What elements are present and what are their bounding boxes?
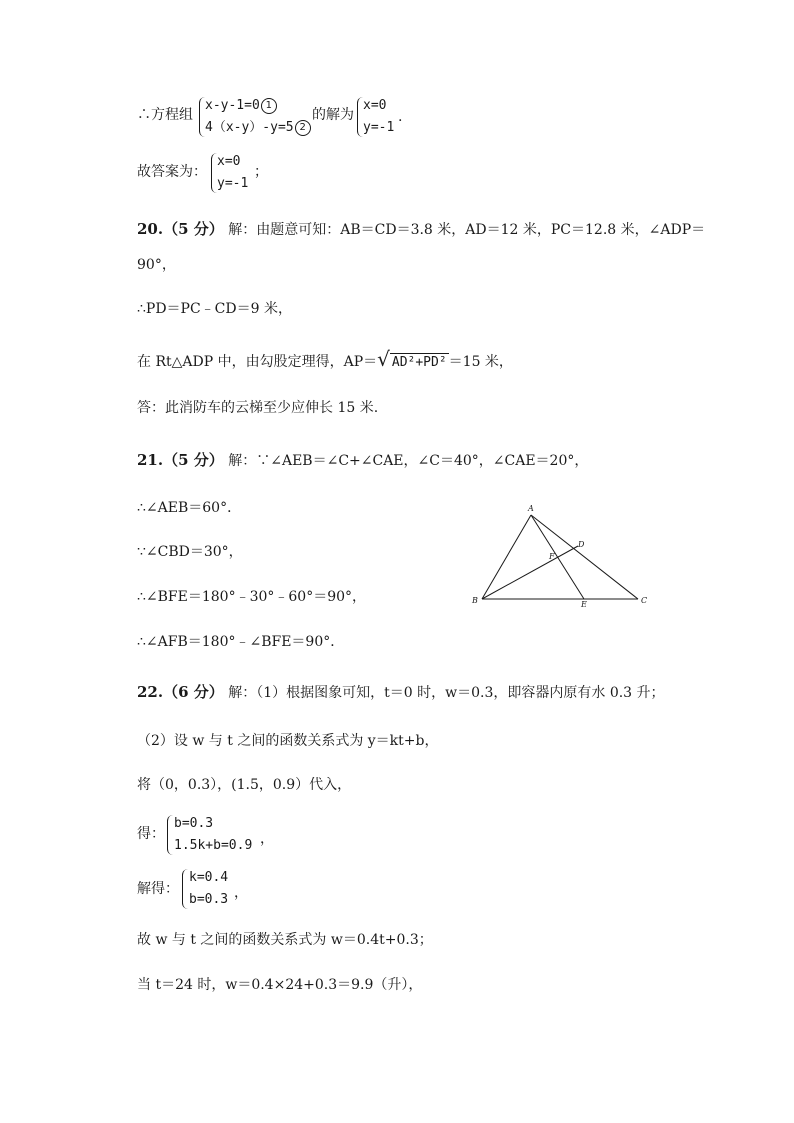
- equation-2-text: 4（x-y）-y=5: [205, 120, 294, 135]
- q22-line1: 解：（1）根据图象可知，t＝0 时，w＝0.3，即容器内原有水 0.3 升；: [228, 685, 665, 701]
- q20-line4: [137, 347, 513, 372]
- system-statement: [137, 106, 193, 124]
- q22-solution: [189, 867, 228, 911]
- label-c: C: [641, 596, 648, 605]
- label-a: A: [528, 504, 534, 513]
- q22-line2: （2）设 w 与 t 之间的函数关系式为 y＝kt+b，: [137, 733, 439, 749]
- q22-line7: 当 t＝24 时，w＝0.4×24+0.3＝9.9（升），: [137, 977, 423, 993]
- q22-line4-end: ，: [260, 831, 274, 847]
- circle-number-1: 1: [261, 98, 277, 114]
- label-d: D: [578, 540, 585, 549]
- system-end: .: [398, 109, 403, 125]
- q20-number: 20.: [137, 220, 164, 238]
- equation-system: [205, 95, 311, 139]
- q22-eq1: b=0.3: [174, 816, 214, 831]
- segment-ab: [482, 515, 531, 599]
- answer-prefix: 故答案为：: [137, 164, 207, 180]
- q21-line3: ∵∠CBD＝30°，: [137, 544, 243, 560]
- q22-system: [174, 813, 252, 857]
- label-f: F: [549, 552, 555, 561]
- solution-x: x=0: [363, 98, 387, 113]
- q22-number: 22.: [137, 683, 164, 701]
- q22-sol-k: k=0.4: [189, 870, 229, 885]
- q21-line4: ∴∠BFE＝180°﹣30°﹣60°＝90°，: [137, 589, 367, 605]
- q21-line5: ∴∠AFB＝180°﹣∠BFE＝90°．: [137, 634, 345, 650]
- q20-line3: ∴PD＝PC﹣CD＝9 米，: [137, 301, 292, 317]
- segment-ae: [531, 515, 584, 599]
- q20-heading: [137, 220, 705, 239]
- answer-system: [217, 151, 248, 195]
- q22-line6: 故 w 与 t 之间的函数关系式为 w＝0.4t+0.3；: [137, 932, 433, 948]
- q21-number: 21.: [137, 451, 164, 469]
- solution-y: y=-1: [363, 120, 395, 135]
- q21-score: （5 分）: [163, 451, 224, 469]
- q20-line1: 解：由题意可知：AB＝CD＝3.8 米，AD＝12 米，PC＝12.8 米，∠ADP＝: [228, 222, 706, 238]
- triangle-figure: [468, 500, 658, 612]
- segment-ac: [531, 515, 638, 599]
- answer-y: y=-1: [217, 176, 249, 191]
- q20-score: （5 分）: [163, 220, 224, 238]
- q22-line5-end: ，: [234, 885, 248, 901]
- q22-line5-prefix: 解得：: [137, 881, 179, 897]
- q22-score: （6 分）: [163, 683, 224, 701]
- sqrt-radicand: AD²+PD²: [391, 355, 447, 370]
- q22-line4-prefix: 得：: [137, 826, 165, 842]
- q20-line5: 答：此消防车的云梯至少应伸长 15 米.: [137, 400, 379, 416]
- system-prefix: ∴方程组: [137, 107, 193, 123]
- q20-line2: 90°，: [137, 257, 176, 273]
- q20-line4-a: 在 Rt△ADP 中，由勾股定理得，AP＝: [137, 354, 378, 370]
- q22-eq2: 1.5k+b=0.9: [174, 838, 253, 853]
- q20-line4-b: ＝15 米，: [448, 354, 513, 370]
- q22-heading: [137, 683, 665, 702]
- sqrt-symbol-icon: √: [377, 347, 390, 371]
- q22-sol-b: b=0.3: [189, 892, 229, 907]
- q21-heading: [137, 451, 588, 470]
- segment-bd: [482, 546, 578, 599]
- equation-1: [205, 95, 311, 117]
- label-e: E: [581, 600, 587, 609]
- circle-number-2: 2: [295, 120, 311, 136]
- system-mid-text: 的解为: [312, 107, 354, 123]
- equation-1-text: x-y-1=0: [205, 98, 260, 113]
- equation-2: [205, 117, 311, 139]
- q21-line1: 解：∵∠AEB＝∠C+∠CAE，∠C＝40°，∠CAE＝20°，: [228, 453, 589, 469]
- solution-system: [363, 95, 394, 139]
- answer-end: ；: [254, 164, 268, 180]
- answer-x: x=0: [217, 154, 241, 169]
- label-b: B: [472, 596, 478, 605]
- q21-line2: ∴∠AEB＝60°．: [137, 500, 242, 516]
- q22-line3: 将（0，0.3），(1.5，0.9）代入，: [137, 777, 352, 793]
